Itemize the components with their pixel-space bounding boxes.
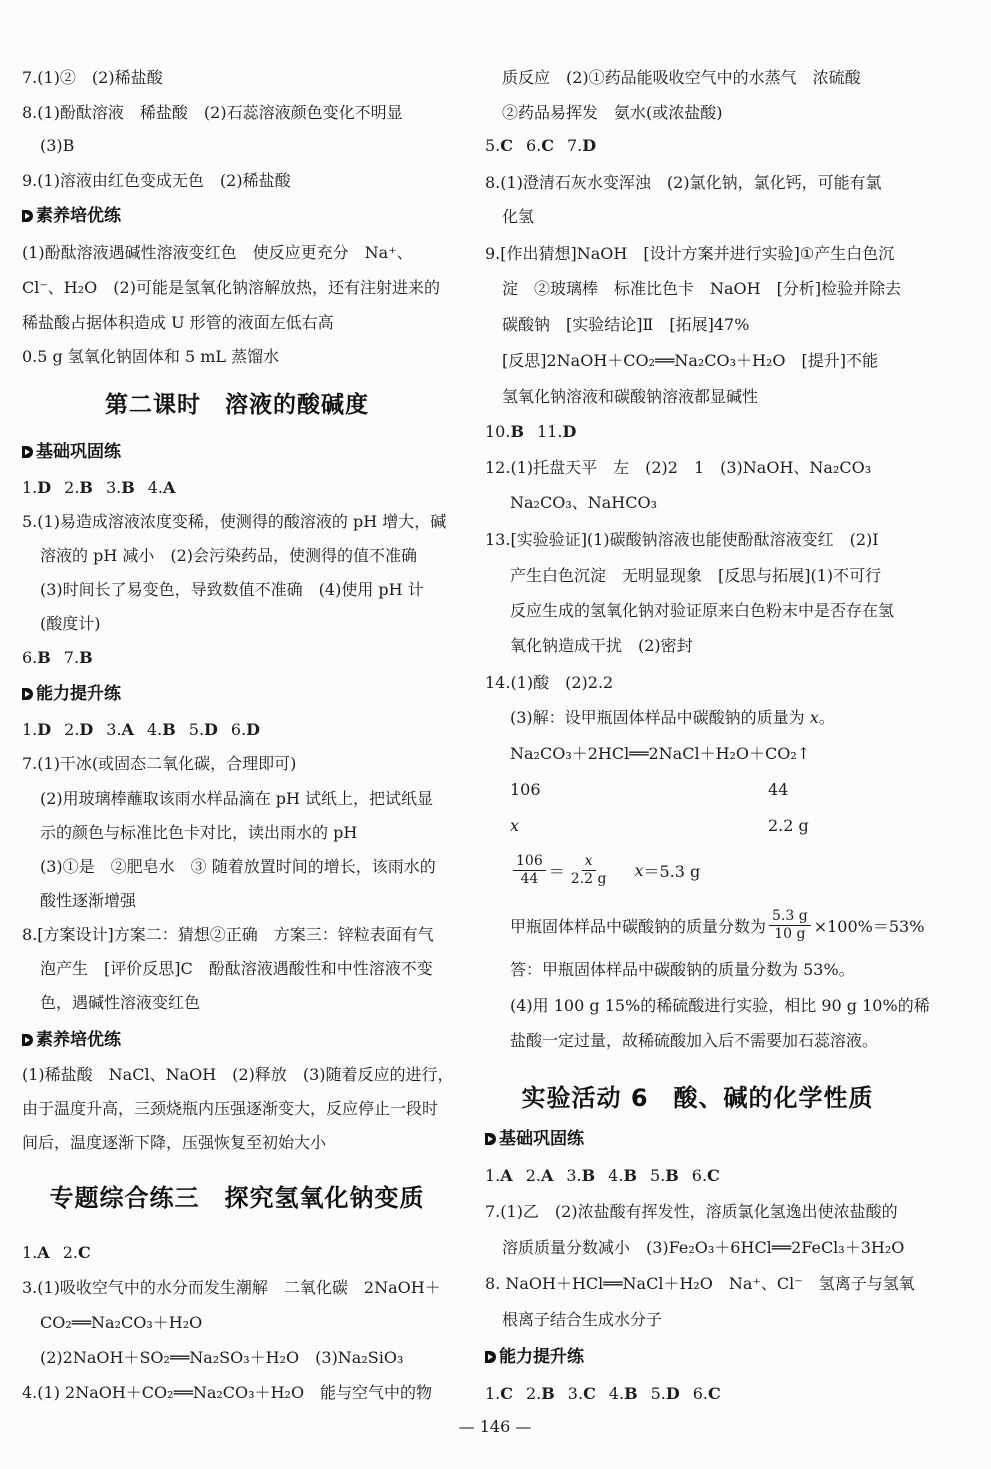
- answer-item: [485, 1166, 513, 1185]
- answer-line: 氢氧化钠溶液和碳酸钠溶液都显碱性: [502, 387, 759, 406]
- answer-letter: A: [37, 1243, 50, 1262]
- answer-letter: D: [79, 720, 94, 739]
- answer-letter: C: [583, 1384, 596, 1403]
- answer-number: 2.: [526, 1384, 542, 1403]
- answer-letter: B: [79, 478, 93, 497]
- answer-number: 4.: [608, 1384, 625, 1403]
- answer-line: 质反应 (2)①药品能吸收空气中的水蒸气 浓硫酸: [502, 68, 861, 87]
- answer-number: 1.: [22, 1243, 38, 1262]
- section-header-label: 基础巩固练: [499, 1129, 584, 1149]
- answer-line: 7.(1)② (2)稀盐酸: [22, 68, 163, 87]
- section-marker-icon: [485, 1351, 496, 1363]
- answer-line: 0.5 g 氢氧化钠固体和 5 mL 蒸馏水: [22, 347, 280, 366]
- answer-letter: B: [581, 1166, 596, 1185]
- answer-letter: D: [204, 720, 218, 739]
- answer-line: [反思]2NaOH＋CO₂══Na₂CO₃＋H₂O [提升]不能: [502, 351, 879, 370]
- answer-line: 稀盐酸占据体积造成 U 形管的液面左低右高: [22, 313, 334, 332]
- answer-number: 6.: [22, 648, 38, 667]
- fraction: [568, 853, 610, 888]
- answer-item: [566, 1166, 595, 1185]
- answer-line: 8. NaOH＋HCl══NaCl＋H₂O Na⁺、Cl⁻ 氢离子与氢氧: [485, 1274, 915, 1293]
- section-marker-icon: [22, 1034, 33, 1046]
- answer-item: [22, 1243, 50, 1262]
- fraction-denominator: 44: [520, 870, 539, 887]
- answer-line: 3.(1)吸收空气中的水分而发生潮解 二氧化碳 2NaOH＋: [22, 1278, 441, 1297]
- answer-letter: D: [37, 478, 52, 497]
- answer-number: 3.: [567, 1384, 584, 1403]
- section-header-label: 能力提升练: [499, 1347, 584, 1367]
- answer-letter: B: [623, 1166, 637, 1185]
- answer-item: [608, 1166, 637, 1185]
- answer-letter: B: [121, 478, 135, 497]
- answer-letter: B: [624, 1384, 638, 1403]
- section-marker-icon: [485, 1133, 496, 1145]
- answer-line: 示的颜色与标准比色卡对比，读出雨水的 pH: [40, 823, 358, 842]
- answer-line: 根离子结合生成水分子: [502, 1310, 663, 1329]
- answer-line: (3)B: [40, 136, 75, 155]
- answer-item: [485, 422, 524, 441]
- answer-letter: D: [562, 422, 577, 441]
- answer-number: 1.: [485, 1166, 501, 1185]
- solution-setup-text: (3)解：设甲瓶固体样品中碳酸钠的质量为: [510, 708, 810, 727]
- answer-item: [106, 720, 134, 739]
- answer-line: 间后，温度逐渐下降，压强恢复至初始大小: [22, 1133, 327, 1152]
- molar-mass-right: 44: [768, 780, 789, 799]
- section-header: [22, 206, 121, 226]
- section-header: [22, 442, 121, 462]
- answer-number: 4.: [147, 478, 163, 497]
- proportion-equation: [510, 850, 700, 890]
- answer-line: (2)2NaOH＋SO₂══Na₂SO₃＋H₂O (3)Na₂SiO₃: [40, 1348, 404, 1367]
- answer-item: [189, 720, 218, 739]
- answer-letter: C: [707, 1166, 720, 1185]
- answer-line: 5.(1)易造成溶液浓度变稀，使测得的酸溶液的 pH 增大，碱: [22, 512, 447, 531]
- answer-line: (4)用 100 g 15%的稀硫酸进行实验，相比 90 g 10%的稀: [510, 996, 930, 1015]
- answer-number: 4.: [146, 720, 163, 739]
- answer-letter: C: [77, 1243, 91, 1262]
- answer-line: 9.[作出猜想]NaOH [设计方案并进行实验]①产生白色沉: [485, 244, 895, 263]
- topic-title: 专题综合练三 探究氢氧化钠变质: [49, 1184, 425, 1212]
- answer-line: 7.(1)乙 (2)浓盐酸有挥发性，溶质氯化氢逸出使浓盐酸的: [485, 1202, 898, 1221]
- answer-line: 淀 ②玻璃棒 标准比色卡 NaOH [分析]检验并除去: [502, 279, 902, 298]
- section-header-label: 能力提升练: [36, 684, 121, 704]
- answer-line: 色，遇碱性溶液变红色: [40, 993, 201, 1012]
- answer-number: 1.: [485, 1384, 501, 1403]
- fraction: [513, 853, 546, 888]
- answer-line: 盐酸一定过量，故稀硫酸加入后不需要加石蕊溶液。: [510, 1031, 879, 1050]
- answer-item: [693, 1384, 721, 1403]
- answer-row: [485, 422, 589, 442]
- answer-line: ②药品易挥发 氨水(或浓盐酸): [502, 103, 723, 122]
- solution-setup: [510, 708, 835, 728]
- answer-letter: D: [37, 720, 52, 739]
- answer-letter: A: [163, 478, 176, 497]
- answer-item: [64, 648, 93, 667]
- equals-sign: ＝: [548, 861, 565, 881]
- answer-line: (3)时间长了易变色，导致数值不准确 (4)使用 pH 计: [40, 580, 424, 599]
- answer-letter: B: [510, 422, 524, 441]
- section-header-label: 素养培优练: [36, 1030, 121, 1050]
- answer-item: [64, 478, 93, 497]
- variable-x: x: [634, 860, 644, 880]
- chemical-equation: Na₂CO₃＋2HCl══2NaCl＋H₂O＋CO₂↑: [510, 744, 811, 763]
- answer-line: 溶液的 pH 减小 (2)会污染药品，使测得的值不准确: [40, 546, 418, 565]
- answer-item: [609, 1384, 638, 1403]
- answer-number: 5.: [649, 1166, 666, 1185]
- answer-number: 3.: [566, 1166, 582, 1185]
- section-marker-icon: [22, 210, 33, 222]
- answer-row: [22, 648, 106, 668]
- answer-number: 5.: [485, 136, 501, 155]
- answer-line: 14.(1)酸 (2)2.2: [485, 673, 614, 692]
- answer-line: 反应生成的氢氧化钠对验证原来白色粉末中是否存在氢: [510, 601, 895, 620]
- answer-letter: A: [540, 1166, 554, 1185]
- answer-letter: B: [541, 1384, 555, 1403]
- answer-letter: C: [708, 1384, 721, 1403]
- answer-item: [231, 720, 260, 739]
- calculation-suffix: ×100%＝53%: [813, 916, 925, 936]
- fraction-numerator: 106: [513, 853, 546, 871]
- answer-item: [650, 1166, 679, 1185]
- answer-letter: B: [162, 720, 176, 739]
- answer-number: 7.: [63, 648, 80, 667]
- answer-line: 产生白色沉淀 无明显现象 [反思与拓展](1)不可行: [510, 566, 882, 585]
- answer-number: 6.: [692, 1384, 708, 1403]
- answer-line: 7.(1)干冰(或固态二氧化碳，合理即可): [22, 754, 297, 773]
- variable-x: x: [809, 708, 819, 727]
- answer-number: 3.: [105, 478, 122, 497]
- answer-item: [485, 1384, 513, 1403]
- answer-item: [147, 720, 176, 739]
- answer-item: [22, 648, 51, 667]
- calculation-prefix: 甲瓶固体样品中碳酸钠的质量分数为: [510, 916, 767, 936]
- molar-mass-left: 106: [510, 780, 541, 799]
- answer-letter: D: [582, 136, 597, 155]
- answer-item: [22, 478, 51, 497]
- answer-letter: D: [246, 720, 261, 739]
- answer-item: [692, 1166, 720, 1185]
- answer-item: [148, 478, 176, 497]
- section-header: [22, 684, 121, 704]
- answer-row: [22, 720, 273, 740]
- section-header: [485, 1129, 584, 1149]
- answer-line: (2)用玻璃棒蘸取该雨水样品滴在 pH 试纸上，把试纸显: [40, 789, 434, 808]
- unknown-mass-left: x: [510, 816, 520, 835]
- answer-letter: A: [121, 720, 134, 739]
- answer-item: [526, 1166, 554, 1185]
- answer-line: Cl⁻、H₂O (2)可能是氢氧化钠溶解放热，还有注射进来的: [22, 278, 440, 297]
- section-marker-icon: [22, 446, 33, 458]
- answer-line: 9.(1)溶液由红色变成无色 (2)稀盐酸: [22, 171, 291, 190]
- answer-number: 11.: [536, 422, 563, 441]
- answer-line: 氧化钠造成干扰 (2)密封: [510, 636, 693, 655]
- answer-line: 碳酸钠 [实验结论]Ⅱ [拓展]47%: [502, 315, 750, 334]
- answer-number: 4.: [608, 1166, 624, 1185]
- answer-line: 溶质质量分数减小 (3)Fe₂O₃＋6HCl══2FeCl₃＋3H₂O: [502, 1238, 905, 1257]
- answer-row: [485, 1166, 733, 1186]
- fraction-denominator: 2.2 g: [570, 870, 607, 887]
- answer-line: (3)①是 ②肥皂水 ③ 随着放置时间的增长，该雨水的: [40, 857, 436, 876]
- fraction: [769, 908, 811, 943]
- answer-item: [485, 136, 513, 155]
- answer-item: [63, 1243, 91, 1262]
- answer-number: 10.: [485, 422, 511, 441]
- answer-row: [485, 1384, 734, 1404]
- answer-letter: C: [541, 136, 554, 155]
- answer-row: [22, 1243, 104, 1263]
- mass-fraction-calculation: [510, 905, 924, 945]
- answer-letter: C: [500, 136, 513, 155]
- answer-number: 7.: [567, 136, 583, 155]
- answer-item: [64, 720, 93, 739]
- section-marker-icon: [22, 688, 33, 700]
- answer-line: 由于温度升高，三颈烧瓶内压强逐渐变大，反应停止一段时: [22, 1099, 439, 1118]
- answer-letter: D: [665, 1384, 680, 1403]
- answer-row: [22, 478, 188, 498]
- answer-number: 1.: [22, 478, 38, 497]
- answer-item: [567, 136, 596, 155]
- answer-line: 12.(1)托盘天平 左 (2)2 1 (3)NaOH、Na₂CO₃: [485, 458, 872, 477]
- answer-item: [22, 720, 51, 739]
- answer-number: 6.: [691, 1166, 708, 1185]
- answer-letter: A: [500, 1166, 513, 1185]
- answer-line: CO₂══Na₂CO₃＋H₂O: [40, 1313, 203, 1332]
- answer-item: [526, 136, 554, 155]
- answer-line: 13.[实验验证](1)碳酸钠溶液也能使酚酞溶液变红 (2)Ⅰ: [485, 530, 879, 549]
- answer-line: (1)酚酞溶液遇碱性溶液变红色 使反应更充分 Na⁺、: [22, 243, 413, 262]
- answer-number: 2.: [64, 720, 80, 739]
- solution-answer: 答：甲瓶固体样品中碳酸钠的质量分数为 53%。: [510, 960, 855, 979]
- answer-number: 2.: [64, 478, 80, 497]
- answer-number: 5.: [650, 1384, 666, 1403]
- answer-number: 6.: [526, 136, 542, 155]
- section-header-label: 基础巩固练: [36, 442, 121, 462]
- answer-item: [106, 478, 135, 497]
- section-header: [485, 1347, 584, 1367]
- answer-line: 化氢: [502, 207, 535, 226]
- answer-line: 8.(1)酚酞溶液 稀盐酸 (2)石蕊溶液颜色变化不明显: [22, 103, 403, 122]
- result-value: ＝5.3 g: [643, 861, 701, 881]
- answer-line: 4.(1) 2NaOH＋CO₂══Na₂CO₃＋H₂O 能与空气中的物: [22, 1383, 433, 1402]
- section-header: [22, 1030, 121, 1050]
- answer-line: (酸度计): [40, 614, 101, 633]
- answer-item: [537, 422, 576, 441]
- answer-number: 2.: [525, 1166, 541, 1185]
- answer-letter: B: [665, 1166, 679, 1185]
- answer-row: [485, 136, 609, 156]
- answer-number: 3.: [106, 720, 122, 739]
- activity-title: 实验活动 6 酸、碱的化学性质: [521, 1084, 874, 1112]
- page-number: — 146 —: [458, 1417, 532, 1436]
- answer-number: 1.: [22, 720, 38, 739]
- answer-letter: B: [79, 648, 93, 667]
- answer-item: [568, 1384, 596, 1403]
- answer-line: Na₂CO₃、NaHCO₃: [510, 493, 657, 512]
- fraction-numerator: x: [582, 853, 596, 871]
- fraction-denominator: 10 g: [774, 925, 806, 942]
- answer-letter: C: [500, 1384, 513, 1403]
- answer-line: 酸性逐渐增强: [40, 891, 137, 910]
- answer-number: 5.: [188, 720, 205, 739]
- answer-item: [651, 1384, 680, 1403]
- answer-line: 8.[方案设计]方案二：猜想②正确 方案三：锌粒表面有气: [22, 925, 434, 944]
- answer-item: [526, 1384, 555, 1403]
- answer-line: 8.(1)澄清石灰水变浑浊 (2)氯化钠，氯化钙，可能有氯: [485, 173, 882, 192]
- answer-line: 泡产生 [评价反思]C 酚酞溶液遇酸性和中性溶液不变: [40, 959, 433, 978]
- answer-number: 6.: [230, 720, 247, 739]
- lesson-title: 第二课时 溶液的酸碱度: [105, 392, 369, 418]
- fraction-numerator: 5.3 g: [769, 908, 811, 926]
- answer-letter: B: [37, 648, 51, 667]
- section-header-label: 素养培优练: [36, 206, 121, 226]
- answer-line: (1)稀盐酸 NaCl、NaOH (2)释放 (3)随着反应的进行，: [22, 1065, 454, 1084]
- known-mass-right: 2.2 g: [768, 816, 809, 835]
- solution-setup-end: 。: [818, 708, 835, 727]
- answer-number: 2.: [62, 1243, 78, 1262]
